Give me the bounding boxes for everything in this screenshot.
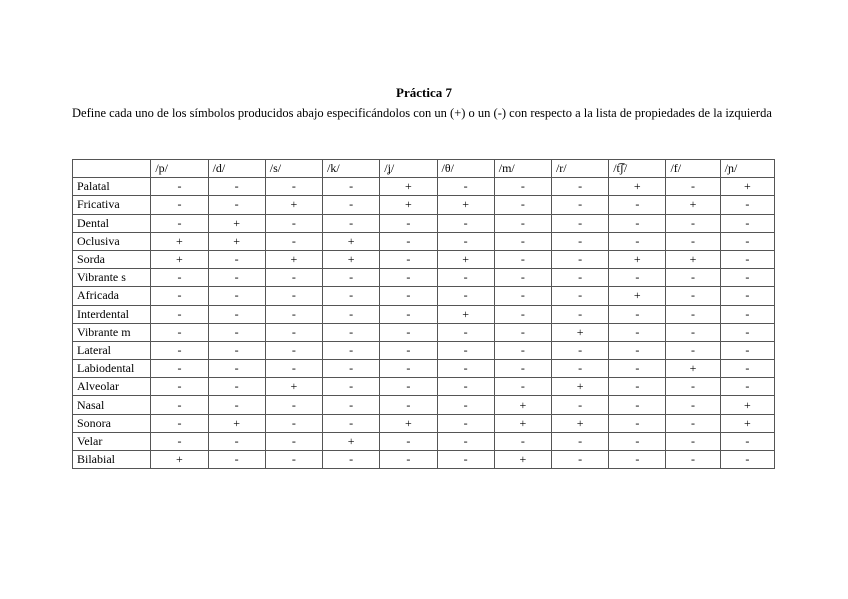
feature-value-cell: + <box>437 196 494 214</box>
feature-value-cell: - <box>265 232 322 250</box>
feature-value-cell: - <box>151 287 208 305</box>
feature-value-cell: + <box>494 414 551 432</box>
feature-value-cell: - <box>437 341 494 359</box>
feature-value-cell: - <box>380 451 437 469</box>
feature-value-cell: - <box>720 269 774 287</box>
feature-value-cell: - <box>208 287 265 305</box>
table-row <box>73 378 775 396</box>
feature-value-cell: - <box>609 432 666 450</box>
feature-value-cell: - <box>151 341 208 359</box>
feature-value-cell: - <box>380 232 437 250</box>
feature-value-cell: - <box>380 250 437 268</box>
feature-value-cell: - <box>380 214 437 232</box>
feature-value-cell: - <box>551 341 608 359</box>
feature-value-cell: - <box>609 451 666 469</box>
table-body <box>73 178 775 469</box>
table-row <box>73 232 775 250</box>
feature-value-cell: - <box>380 396 437 414</box>
table-row <box>73 432 775 450</box>
table-row <box>73 323 775 341</box>
feature-value-cell: - <box>551 396 608 414</box>
feature-value-cell: - <box>551 305 608 323</box>
symbol-header: /p/ <box>151 160 208 178</box>
feature-value-cell: + <box>151 250 208 268</box>
feature-value-cell: - <box>208 432 265 450</box>
feature-value-cell: - <box>380 323 437 341</box>
feature-label: Alveolar <box>73 378 151 396</box>
feature-value-cell: - <box>208 451 265 469</box>
feature-value-cell: - <box>666 432 720 450</box>
feature-value-cell: - <box>609 360 666 378</box>
feature-value-cell: - <box>265 432 322 450</box>
feature-label: Labiodental <box>73 360 151 378</box>
feature-value-cell: - <box>323 341 380 359</box>
symbol-header: /t͡ʃ/ <box>609 160 666 178</box>
feature-value-cell: - <box>666 232 720 250</box>
feature-value-cell: - <box>151 269 208 287</box>
feature-value-cell: - <box>494 432 551 450</box>
feature-value-cell: + <box>151 232 208 250</box>
feature-label: Oclusiva <box>73 232 151 250</box>
feature-value-cell: - <box>208 323 265 341</box>
feature-value-cell: - <box>551 451 608 469</box>
feature-value-cell: - <box>380 287 437 305</box>
feature-value-cell: - <box>151 432 208 450</box>
feature-value-cell: - <box>323 323 380 341</box>
feature-value-cell: - <box>151 414 208 432</box>
feature-value-cell: - <box>609 323 666 341</box>
feature-value-cell: - <box>208 360 265 378</box>
feature-value-cell: + <box>323 232 380 250</box>
feature-value-cell: - <box>551 232 608 250</box>
feature-value-cell: - <box>437 287 494 305</box>
feature-value-cell: - <box>265 269 322 287</box>
feature-value-cell: - <box>208 250 265 268</box>
feature-value-cell: - <box>494 196 551 214</box>
symbol-header: /s/ <box>265 160 322 178</box>
feature-value-cell: + <box>265 378 322 396</box>
feature-value-cell: + <box>551 378 608 396</box>
symbol-header: /f/ <box>666 160 720 178</box>
symbol-header: /k/ <box>323 160 380 178</box>
feature-value-cell: - <box>380 341 437 359</box>
feature-value-cell: - <box>151 178 208 196</box>
feature-value-cell: + <box>609 250 666 268</box>
table-row <box>73 269 775 287</box>
feature-value-cell: - <box>151 396 208 414</box>
symbol-header: /θ/ <box>437 160 494 178</box>
feature-label: Bilabial <box>73 451 151 469</box>
feature-value-cell: - <box>265 287 322 305</box>
feature-label: Palatal <box>73 178 151 196</box>
feature-value-cell: - <box>551 196 608 214</box>
feature-value-cell: - <box>666 178 720 196</box>
feature-label: Interdental <box>73 305 151 323</box>
feature-value-cell: - <box>437 269 494 287</box>
table-row <box>73 287 775 305</box>
feature-value-cell: - <box>323 196 380 214</box>
feature-value-cell: - <box>208 396 265 414</box>
symbol-header: /r/ <box>551 160 608 178</box>
feature-label: Vibrante s <box>73 269 151 287</box>
table-row <box>73 196 775 214</box>
symbol-header: /d/ <box>208 160 265 178</box>
feature-label: Sonora <box>73 414 151 432</box>
feature-value-cell: - <box>720 232 774 250</box>
table-row <box>73 341 775 359</box>
feature-value-cell: - <box>494 378 551 396</box>
feature-value-cell: - <box>494 250 551 268</box>
table-row <box>73 414 775 432</box>
feature-value-cell: - <box>151 378 208 396</box>
feature-label: Nasal <box>73 396 151 414</box>
feature-value-cell: - <box>437 360 494 378</box>
feature-value-cell: + <box>437 250 494 268</box>
feature-value-cell: - <box>151 305 208 323</box>
feature-value-cell: - <box>551 287 608 305</box>
feature-value-cell: - <box>666 214 720 232</box>
feature-value-cell: - <box>437 214 494 232</box>
instructions-text: Define cada uno de los símbolos producidos abajo especificándolos con un (+) o un (-) con respecto a la lista de propiedades de la izquierda <box>72 106 772 120</box>
feature-value-cell: - <box>437 451 494 469</box>
feature-value-cell: + <box>265 196 322 214</box>
feature-value-cell: - <box>551 250 608 268</box>
feature-value-cell: - <box>380 378 437 396</box>
feature-value-cell: - <box>720 341 774 359</box>
feature-label: Lateral <box>73 341 151 359</box>
feature-value-cell: - <box>666 396 720 414</box>
feature-value-cell: - <box>720 378 774 396</box>
feature-value-cell: + <box>380 178 437 196</box>
feature-value-cell: - <box>151 360 208 378</box>
table-row <box>73 451 775 469</box>
feature-value-cell: - <box>151 323 208 341</box>
feature-value-cell: + <box>494 396 551 414</box>
feature-value-cell: - <box>609 396 666 414</box>
feature-value-cell: - <box>265 414 322 432</box>
feature-value-cell: - <box>720 250 774 268</box>
feature-value-cell: - <box>208 341 265 359</box>
feature-value-cell: - <box>609 414 666 432</box>
feature-value-cell: - <box>720 451 774 469</box>
feature-value-cell: + <box>609 287 666 305</box>
feature-value-cell: - <box>208 269 265 287</box>
feature-value-cell: - <box>666 305 720 323</box>
feature-value-cell: - <box>609 341 666 359</box>
feature-value-cell: - <box>437 414 494 432</box>
feature-value-cell: - <box>323 378 380 396</box>
feature-value-cell: - <box>380 360 437 378</box>
corner-cell <box>73 160 151 178</box>
feature-value-cell: - <box>494 360 551 378</box>
feature-value-cell: - <box>265 323 322 341</box>
feature-value-cell: - <box>265 178 322 196</box>
feature-value-cell: - <box>151 214 208 232</box>
header-row <box>73 160 775 178</box>
feature-value-cell: - <box>208 196 265 214</box>
feature-value-cell: + <box>609 178 666 196</box>
feature-value-cell: + <box>551 414 608 432</box>
feature-value-cell: - <box>265 341 322 359</box>
feature-value-cell: - <box>265 360 322 378</box>
feature-value-cell: - <box>494 305 551 323</box>
feature-value-cell: - <box>437 178 494 196</box>
feature-value-cell: - <box>323 178 380 196</box>
feature-value-cell: - <box>151 196 208 214</box>
feature-value-cell: + <box>720 178 774 196</box>
feature-value-cell: - <box>720 432 774 450</box>
table-row <box>73 214 775 232</box>
feature-label: Fricativa <box>73 196 151 214</box>
feature-value-cell: + <box>720 414 774 432</box>
feature-value-cell: - <box>666 451 720 469</box>
feature-label: Sorda <box>73 250 151 268</box>
feature-value-cell: + <box>666 196 720 214</box>
feature-value-cell: - <box>208 378 265 396</box>
feature-value-cell: - <box>323 269 380 287</box>
feature-value-cell: - <box>609 305 666 323</box>
feature-value-cell: - <box>720 214 774 232</box>
feature-value-cell: - <box>609 214 666 232</box>
feature-value-cell: - <box>208 178 265 196</box>
feature-value-cell: - <box>494 269 551 287</box>
feature-label: Velar <box>73 432 151 450</box>
feature-value-cell: + <box>666 250 720 268</box>
feature-value-cell: + <box>494 451 551 469</box>
feature-value-cell: - <box>666 269 720 287</box>
feature-value-cell: - <box>720 323 774 341</box>
feature-value-cell: - <box>609 196 666 214</box>
feature-value-cell: - <box>666 341 720 359</box>
feature-value-cell: - <box>265 214 322 232</box>
feature-value-cell: - <box>609 232 666 250</box>
symbol-header: /m/ <box>494 160 551 178</box>
feature-value-cell: + <box>380 414 437 432</box>
table-row <box>73 305 775 323</box>
feature-value-cell: - <box>437 232 494 250</box>
feature-value-cell: - <box>494 287 551 305</box>
feature-label: Africada <box>73 287 151 305</box>
feature-value-cell: - <box>208 305 265 323</box>
feature-value-cell: - <box>666 414 720 432</box>
feature-value-cell: + <box>380 196 437 214</box>
feature-value-cell: - <box>666 378 720 396</box>
table-row <box>73 360 775 378</box>
feature-value-cell: - <box>323 305 380 323</box>
feature-value-cell: + <box>323 250 380 268</box>
feature-value-cell: + <box>437 305 494 323</box>
feature-value-cell: - <box>551 269 608 287</box>
feature-value-cell: - <box>494 341 551 359</box>
feature-value-cell: - <box>437 378 494 396</box>
feature-value-cell: - <box>720 196 774 214</box>
feature-value-cell: - <box>323 214 380 232</box>
feature-value-cell: - <box>551 214 608 232</box>
feature-value-cell: - <box>494 178 551 196</box>
feature-value-cell: + <box>208 214 265 232</box>
feature-value-cell: - <box>494 232 551 250</box>
feature-value-cell: - <box>494 214 551 232</box>
feature-value-cell: + <box>551 323 608 341</box>
feature-value-cell: + <box>208 232 265 250</box>
feature-label: Dental <box>73 214 151 232</box>
page-title: Práctica 7 <box>396 85 452 100</box>
feature-value-cell: + <box>265 250 322 268</box>
feature-value-cell: - <box>380 269 437 287</box>
feature-value-cell: - <box>323 287 380 305</box>
feature-value-cell: - <box>666 287 720 305</box>
feature-value-cell: - <box>609 269 666 287</box>
feature-value-cell: - <box>551 432 608 450</box>
feature-value-cell: - <box>437 432 494 450</box>
symbol-header: /ɲ/ <box>720 160 774 178</box>
feature-value-cell: - <box>551 360 608 378</box>
feature-value-cell: - <box>265 305 322 323</box>
feature-value-cell: - <box>437 323 494 341</box>
feature-value-cell: - <box>380 305 437 323</box>
feature-value-cell: - <box>265 451 322 469</box>
feature-value-cell: - <box>323 396 380 414</box>
feature-value-cell: - <box>720 287 774 305</box>
feature-value-cell: + <box>151 451 208 469</box>
feature-value-cell: - <box>323 451 380 469</box>
feature-value-cell: - <box>666 323 720 341</box>
table-row <box>73 250 775 268</box>
feature-value-cell: - <box>323 414 380 432</box>
feature-value-cell: - <box>551 178 608 196</box>
features-table <box>72 159 775 469</box>
feature-value-cell: - <box>720 360 774 378</box>
feature-value-cell: - <box>380 432 437 450</box>
table-row <box>73 396 775 414</box>
feature-value-cell: - <box>720 305 774 323</box>
feature-value-cell: - <box>494 323 551 341</box>
feature-value-cell: + <box>666 360 720 378</box>
feature-value-cell: + <box>208 414 265 432</box>
feature-value-cell: - <box>265 396 322 414</box>
symbol-header: /ʝ/ <box>380 160 437 178</box>
feature-value-cell: + <box>720 396 774 414</box>
feature-label: Vibrante m <box>73 323 151 341</box>
feature-value-cell: - <box>437 396 494 414</box>
feature-value-cell: + <box>323 432 380 450</box>
feature-value-cell: - <box>323 360 380 378</box>
table-row <box>73 178 775 196</box>
feature-value-cell: - <box>609 378 666 396</box>
